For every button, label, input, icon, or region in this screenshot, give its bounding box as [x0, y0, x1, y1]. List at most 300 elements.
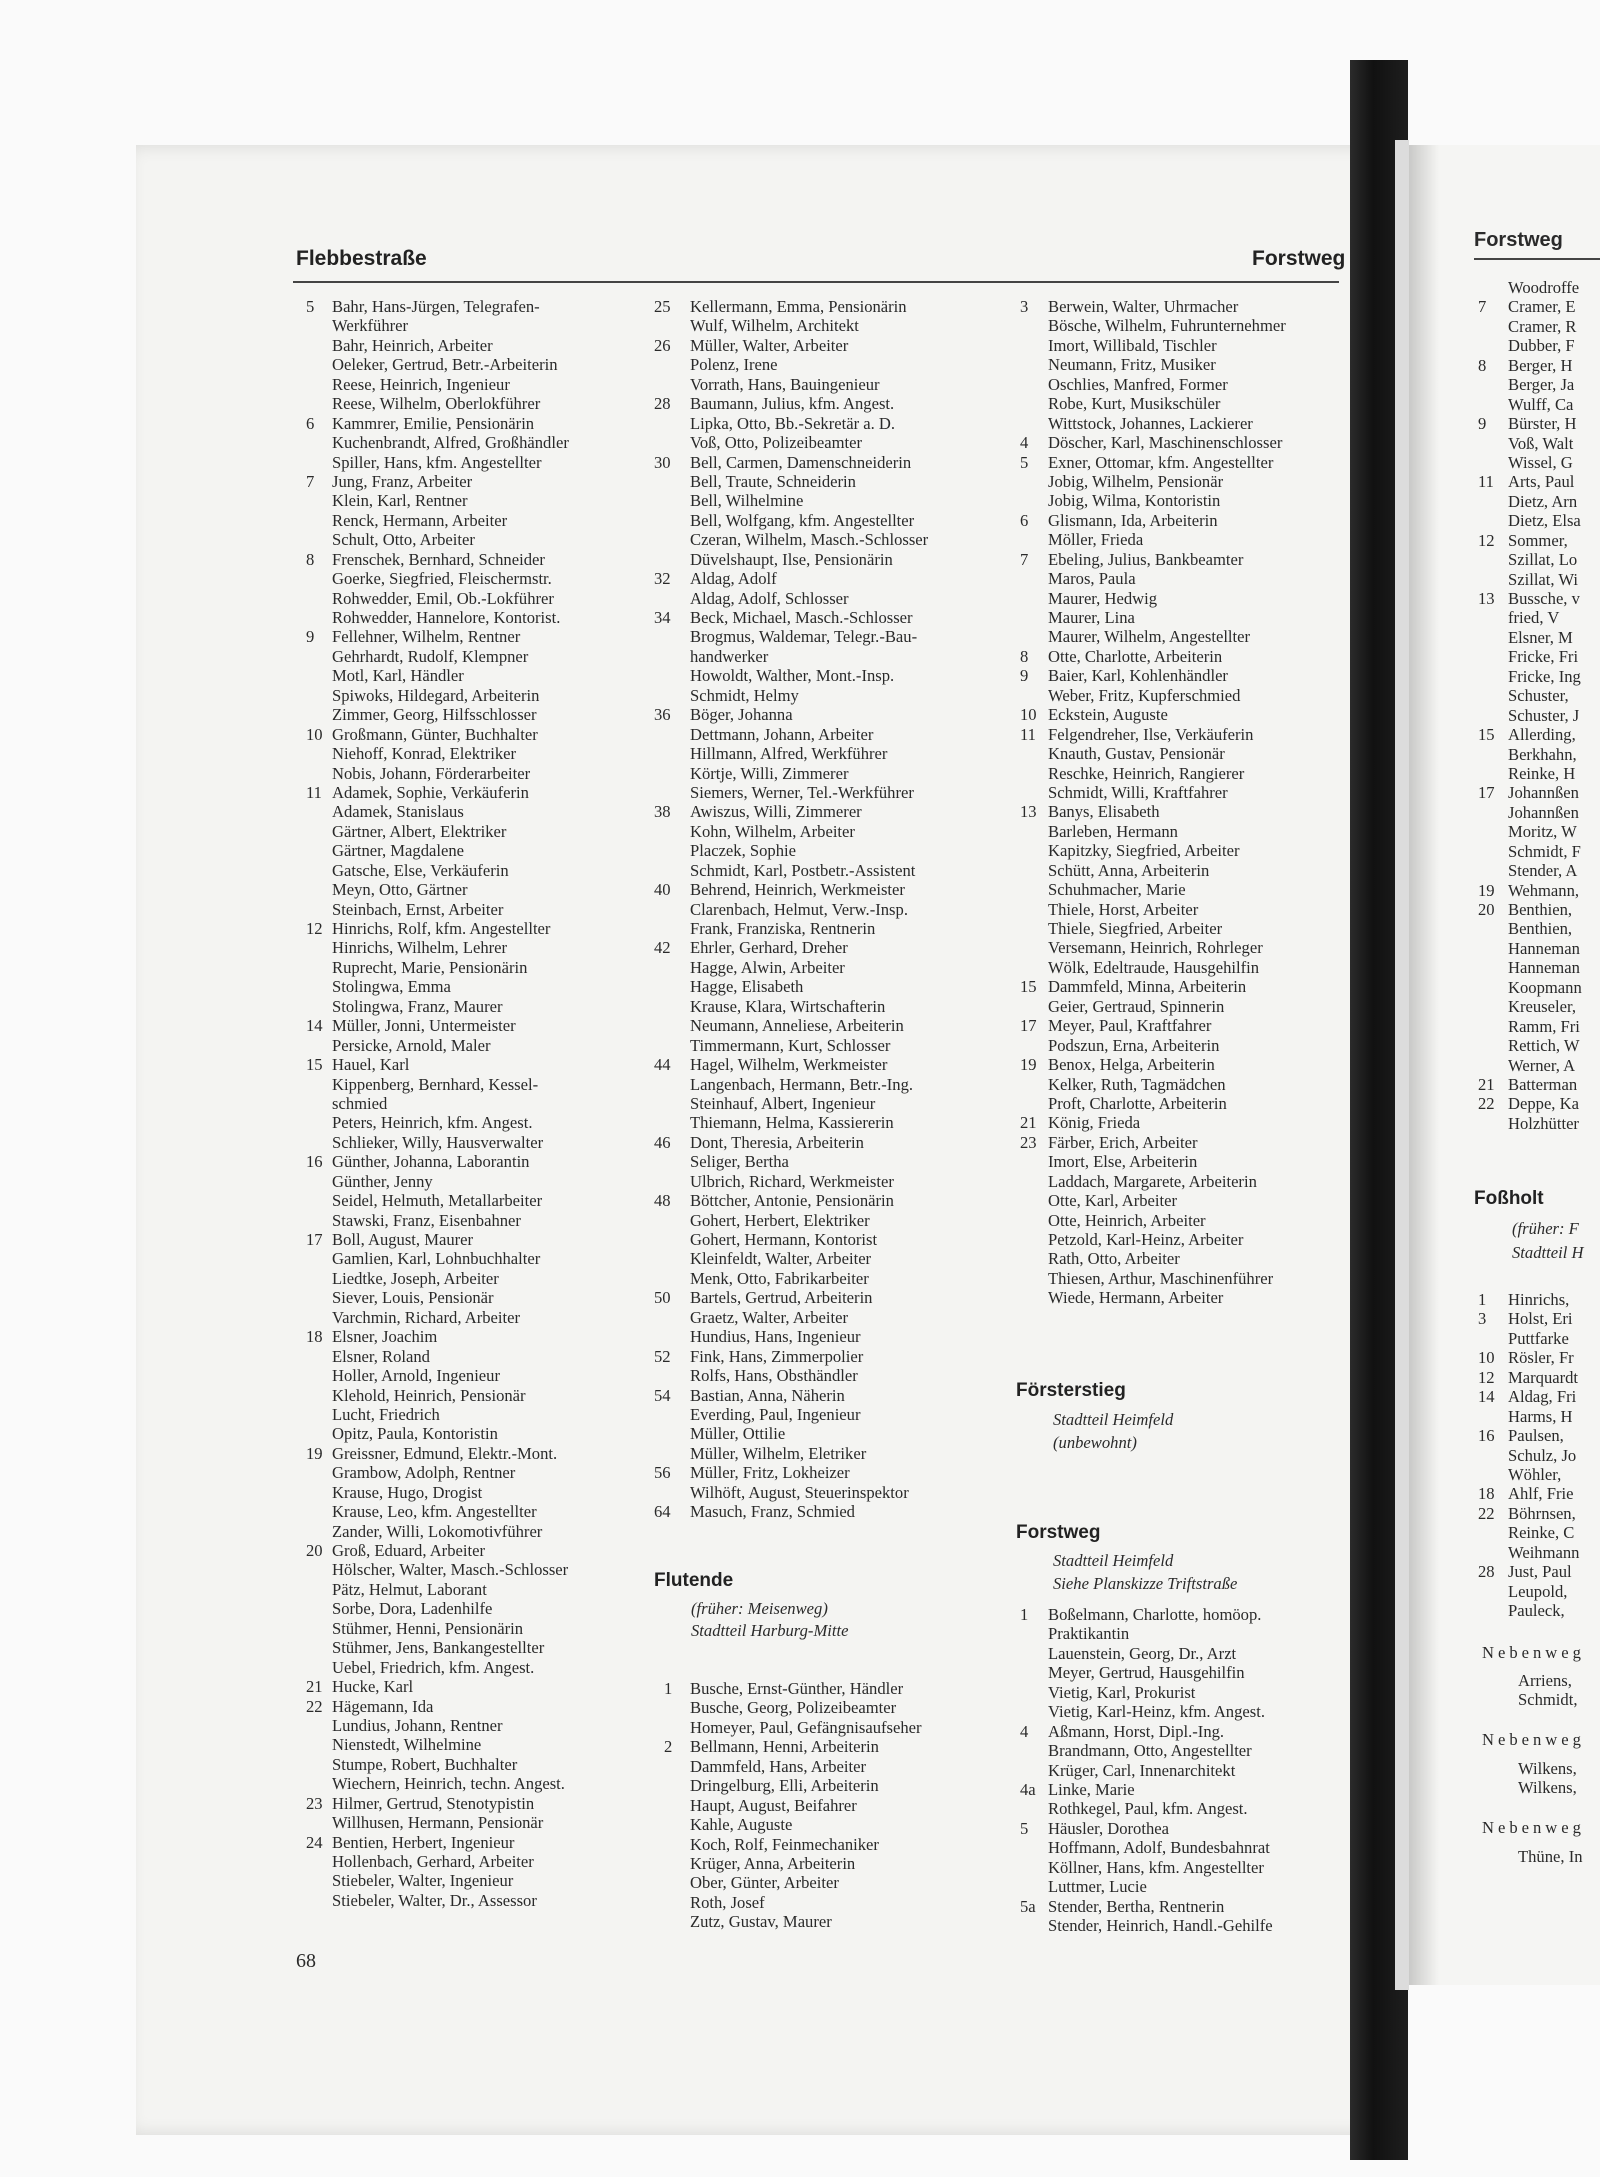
- resident-line: Wiechern, Heinrich, techn. Angest.: [332, 1774, 565, 1794]
- house-number: 20: [306, 1541, 323, 1560]
- resident-line: Köllner, Hans, kfm. Angestellter: [1048, 1857, 1264, 1877]
- resident-line: Stawski, Franz, Eisenbahner: [332, 1210, 521, 1230]
- directory-entry: [306, 1386, 636, 1405]
- directory-entry: [654, 841, 994, 860]
- resident-line: Reinke, C: [1508, 1523, 1575, 1543]
- house-number: 8: [1478, 355, 1487, 375]
- resident-line: Schütt, Anna, Arbeiterin: [1048, 860, 1210, 880]
- directory-entry: [1020, 1644, 1350, 1663]
- directory-entry: [654, 900, 994, 919]
- resident-line: Rothkegel, Paul, kfm. Angest.: [1048, 1799, 1248, 1819]
- directory-entry: [1478, 822, 1598, 841]
- house-number: 56: [654, 1463, 671, 1483]
- directory-entry: [1478, 414, 1598, 433]
- directory-entry: [306, 1113, 636, 1132]
- resident-line: Reese, Heinrich, Ingenieur: [332, 374, 510, 394]
- resident-line: Bastian, Anna, Näherin: [690, 1385, 845, 1405]
- resident-line: Kelker, Ruth, Tagmädchen: [1048, 1074, 1226, 1094]
- resident-line: Fricke, Fri: [1508, 647, 1579, 667]
- resident-line: Pätz, Helmut, Laborant: [332, 1579, 487, 1599]
- directory-entry: [1478, 1309, 1598, 1328]
- directory-entry: [1020, 511, 1350, 530]
- resident-line: Greissner, Edmund, Elektr.-Mont.: [332, 1443, 558, 1463]
- resident-line: Berkhahn,: [1508, 744, 1577, 764]
- house-number: 15: [306, 1055, 323, 1075]
- resident-line: Ober, Günter, Arbeiter: [690, 1873, 839, 1893]
- directory-entry: [306, 336, 636, 355]
- directory-entry: [306, 1619, 636, 1638]
- directory-entry: [664, 1776, 994, 1795]
- resident-line: Böger, Johanna: [690, 705, 793, 725]
- directory-entry: [1478, 317, 1598, 336]
- resident-line: Färber, Erich, Arbeiter: [1048, 1132, 1198, 1152]
- resident-line: Kohn, Wilhelm, Arbeiter: [690, 821, 855, 841]
- resident-line: handwerker: [690, 646, 769, 666]
- directory-entry: [1478, 356, 1598, 375]
- directory-entry: [1478, 1543, 1598, 1562]
- house-number: 54: [654, 1385, 671, 1405]
- directory-entry: [306, 647, 636, 666]
- resident-line: Cramer, R: [1508, 316, 1577, 336]
- resident-line: Bell, Wolfgang, kfm. Angestellter: [690, 510, 915, 530]
- resident-line: Imort, Willibald, Tischler: [1048, 335, 1217, 355]
- house-number: 36: [654, 705, 671, 725]
- directory-entry: [654, 1152, 994, 1171]
- directory-entry: [654, 725, 994, 744]
- section-note: Stadtteil Harburg-Mitte: [691, 1621, 849, 1640]
- resident-line: Kellermann, Emma, Pensionärin: [690, 297, 907, 316]
- directory-entry: [1020, 1780, 1350, 1799]
- resident-line: Dettmann, Johann, Arbeiter: [690, 724, 874, 744]
- directory-entry: [1020, 1191, 1350, 1210]
- directory-entry: [654, 491, 994, 510]
- resident-line: Jung, Franz, Arbeiter: [332, 471, 473, 491]
- resident-line: Wulf, Wilhelm, Architekt: [690, 316, 859, 336]
- house-number: 24: [306, 1832, 323, 1852]
- house-number: 13: [1478, 589, 1495, 608]
- resident-line: Dubber, F: [1508, 336, 1575, 356]
- resident-line: Brandmann, Otto, Angestellter: [1048, 1741, 1252, 1761]
- directory-entry: [306, 1794, 636, 1813]
- directory-entry: [306, 1444, 636, 1463]
- resident-line: Hagge, Elisabeth: [690, 977, 804, 997]
- directory-entry: [1478, 919, 1598, 938]
- directory-entry: [1020, 1075, 1350, 1094]
- directory-entry: [306, 1094, 636, 1113]
- resident-line: Frenschek, Bernhard, Schneider: [332, 549, 545, 569]
- directory-entry: [306, 1191, 636, 1210]
- resident-line: Weihmann: [1508, 1542, 1580, 1562]
- directory-entry: [306, 511, 636, 530]
- directory-entry: [654, 1133, 994, 1152]
- resident-line: Beck, Michael, Masch.-Schlosser: [690, 608, 913, 627]
- resident-line: Spiwoks, Hildegard, Arbeiterin: [332, 685, 540, 705]
- house-number: 28: [654, 394, 671, 414]
- resident-line: König, Frieda: [1048, 1113, 1141, 1133]
- resident-line: Bahr, Heinrich, Arbeiter: [332, 335, 493, 355]
- house-number: 11: [1020, 724, 1036, 744]
- resident-line: Elsner, Roland: [332, 1346, 430, 1366]
- resident-line: Hilmer, Gertrud, Stenotypistin: [332, 1793, 535, 1813]
- directory-entry: [306, 900, 636, 919]
- directory-entry: [1020, 1055, 1350, 1074]
- directory-entry: [1478, 1465, 1598, 1484]
- resident-line: Imort, Else, Arbeiterin: [1048, 1152, 1198, 1172]
- directory-entry: [306, 1813, 636, 1832]
- house-number: 4: [1020, 433, 1029, 453]
- resident-line: Linke, Marie: [1048, 1779, 1135, 1799]
- resident-line: Howoldt, Walther, Mont.-Insp.: [690, 666, 895, 686]
- resident-line: Vietig, Karl-Heinz, kfm. Angest.: [1048, 1702, 1265, 1722]
- house-number: 22: [1478, 1094, 1495, 1114]
- resident-line: Ebeling, Julius, Bankbeamter: [1048, 549, 1244, 569]
- directory-entry: [1020, 355, 1350, 374]
- directory-entry: [654, 589, 994, 608]
- directory-entry: [1478, 861, 1598, 880]
- resident-line: Bussche, v: [1508, 589, 1580, 608]
- house-number: 14: [1478, 1387, 1495, 1407]
- directory-entry: [306, 375, 636, 394]
- facing-line: Schmidt,: [1518, 1690, 1578, 1709]
- directory-entry: [1020, 1016, 1350, 1035]
- resident-line: Maurer, Wilhelm, Angestellter: [1048, 627, 1251, 647]
- directory-entry: [306, 880, 636, 899]
- directory-entry: [306, 608, 636, 627]
- directory-entry: [1020, 1799, 1350, 1818]
- resident-line: Vorrath, Hans, Bauingenieur: [690, 374, 880, 394]
- facing-subheading: Nebenweg: [1482, 1730, 1585, 1749]
- resident-line: Günther, Jenny: [332, 1171, 433, 1191]
- directory-entry: [1020, 822, 1350, 841]
- resident-line: Koch, Rolf, Feinmechaniker: [690, 1834, 879, 1854]
- directory-entry: [1478, 570, 1598, 589]
- resident-line: Möller, Frieda: [1048, 530, 1144, 550]
- resident-line: Hölscher, Walter, Masch.-Schlosser: [332, 1560, 569, 1580]
- directory-entry: [306, 1871, 636, 1890]
- directory-entry: [1478, 1348, 1598, 1367]
- directory-entry: [306, 1891, 636, 1910]
- directory-entry: [1020, 900, 1350, 919]
- directory-entry: [306, 394, 636, 413]
- resident-line: Baumann, Julius, kfm. Angest.: [690, 394, 895, 414]
- directory-entry: [1478, 764, 1598, 783]
- resident-line: Reinke, H: [1508, 763, 1576, 783]
- resident-line: Berwein, Walter, Uhrmacher: [1048, 297, 1239, 316]
- resident-line: Peters, Heinrich, kfm. Angest.: [332, 1113, 533, 1133]
- directory-entry: [654, 1308, 994, 1327]
- directory-entry: [306, 1833, 636, 1852]
- resident-line: Deppe, Ka: [1508, 1094, 1579, 1114]
- directory-entry: [306, 841, 636, 860]
- resident-line: Petzold, Karl-Heinz, Arbeiter: [1048, 1230, 1244, 1249]
- resident-line: Lundius, Johann, Rentner: [332, 1715, 503, 1735]
- directory-entry: [1020, 1113, 1350, 1132]
- resident-line: Weber, Fritz, Kupferschmied: [1048, 685, 1241, 705]
- house-number: 19: [1020, 1055, 1037, 1075]
- resident-line: Thiesen, Arthur, Maschinenführer: [1048, 1268, 1274, 1288]
- directory-entry: [664, 1737, 994, 1756]
- running-head-right: Forstweg: [1252, 247, 1346, 270]
- resident-line: Siemers, Werner, Tel.-Werkführer: [690, 782, 914, 802]
- directory-entry: [1478, 608, 1598, 627]
- directory-entry: [306, 1288, 636, 1307]
- resident-line: Otte, Charlotte, Arbeiterin: [1048, 646, 1223, 666]
- resident-line: Harms, H: [1508, 1406, 1573, 1426]
- directory-entry: [306, 764, 636, 783]
- resident-line: Zander, Willi, Lokomotivführer: [332, 1521, 543, 1541]
- resident-line: Meyer, Gertrud, Hausgehilfin: [1048, 1663, 1245, 1683]
- house-number: 19: [306, 1443, 323, 1463]
- directory-entry: [306, 938, 636, 957]
- directory-entry: [654, 511, 994, 530]
- house-number: 34: [654, 608, 671, 627]
- resident-line: Siever, Louis, Pensionär: [332, 1288, 494, 1308]
- directory-entry: [654, 414, 994, 433]
- directory-entry: [1478, 336, 1598, 355]
- directory-entry: [306, 822, 636, 841]
- resident-line: Bentien, Herbert, Ingenieur: [332, 1832, 515, 1852]
- resident-line: Bürster, H: [1508, 414, 1577, 434]
- house-number: 5: [306, 297, 315, 316]
- resident-line: Otte, Heinrich, Arbeiter: [1048, 1210, 1206, 1230]
- directory-entry: [654, 569, 994, 588]
- directory-entry: [654, 1483, 994, 1502]
- resident-line: Willhusen, Hermann, Pensionär: [332, 1813, 544, 1833]
- resident-line: Allerding,: [1508, 725, 1576, 745]
- resident-line: Glismann, Ida, Arbeiterin: [1048, 510, 1218, 530]
- resident-line: Schuster, J: [1508, 705, 1580, 725]
- directory-entry: [1478, 1094, 1598, 1113]
- resident-line: Voß, Walt: [1508, 433, 1574, 453]
- directory-entry: [1478, 706, 1598, 725]
- directory-entry: [1020, 472, 1350, 491]
- resident-line: Moritz, W: [1508, 822, 1577, 842]
- directory-entry: [654, 472, 994, 491]
- house-number: 6: [1020, 510, 1029, 530]
- resident-line: Vietig, Karl, Prokurist: [1048, 1682, 1196, 1702]
- resident-line: Thiemann, Helma, Kassiererin: [690, 1113, 894, 1133]
- resident-line: Maurer, Hedwig: [1048, 588, 1158, 608]
- directory-entry: [306, 1522, 636, 1541]
- directory-entry: [1478, 1075, 1598, 1094]
- house-number: 7: [1478, 297, 1487, 317]
- facing-line: Wilkens,: [1518, 1759, 1577, 1778]
- resident-line: Stender, Bertha, Rentnerin: [1048, 1896, 1225, 1916]
- house-number: 5a: [1020, 1896, 1036, 1916]
- directory-entry: [664, 1893, 994, 1912]
- directory-entry: [306, 1308, 636, 1327]
- resident-line: Ehrler, Gerhard, Dreher: [690, 938, 848, 958]
- resident-line: Fellehner, Wilhelm, Rentner: [332, 627, 521, 647]
- resident-line: Felgendreher, Ilse, Verkäuferin: [1048, 724, 1254, 744]
- directory-entry: [654, 783, 994, 802]
- house-number: 9: [306, 627, 315, 647]
- directory-entry: [1020, 1819, 1350, 1838]
- directory-entry: [654, 1191, 994, 1210]
- directory-entry: [1020, 1838, 1350, 1857]
- house-number: 46: [654, 1132, 671, 1152]
- resident-line: Seidel, Helmuth, Metallarbeiter: [332, 1191, 543, 1211]
- resident-line: Krüger, Anna, Arbeiterin: [690, 1853, 856, 1873]
- house-number: 18: [1478, 1484, 1495, 1504]
- resident-line: Stender, A: [1508, 861, 1578, 881]
- resident-line: Wehmann,: [1508, 880, 1580, 900]
- resident-line: Thiele, Horst, Arbeiter: [1048, 899, 1199, 919]
- directory-entry: [306, 472, 636, 491]
- house-number: 3: [1478, 1309, 1487, 1329]
- resident-line: Rösler, Fr: [1508, 1348, 1574, 1368]
- resident-line: Pauleck,: [1508, 1601, 1565, 1620]
- resident-line: Elsner, Joachim: [332, 1327, 438, 1347]
- resident-line: Müller, Fritz, Lokheizer: [690, 1463, 850, 1483]
- resident-line: Kippenberg, Bernhard, Kessel-: [332, 1074, 539, 1094]
- directory-entry: [306, 919, 636, 938]
- resident-line: Sommer,: [1508, 530, 1568, 550]
- directory-entry: [306, 1735, 636, 1754]
- directory-entry: [1020, 316, 1350, 335]
- house-number: 15: [1478, 725, 1495, 745]
- house-number: 17: [1020, 1016, 1037, 1036]
- directory-entry: [306, 1152, 636, 1171]
- resident-line: Puttfarke: [1508, 1328, 1569, 1348]
- directory-entry: [1020, 569, 1350, 588]
- directory-entry: [1020, 802, 1350, 821]
- house-number: 12: [306, 919, 323, 938]
- directory-entry: [654, 453, 994, 472]
- resident-line: Hauel, Karl: [332, 1055, 410, 1075]
- directory-entry: [654, 530, 994, 549]
- directory-entry: [1020, 1288, 1350, 1307]
- resident-line: Wöhler,: [1508, 1464, 1562, 1484]
- resident-line: Otte, Karl, Arbeiter: [1048, 1191, 1178, 1211]
- directory-entry: [1020, 1877, 1350, 1896]
- resident-line: Frank, Franziska, Rentnerin: [690, 919, 876, 938]
- directory-entry: [1478, 278, 1598, 297]
- resident-line: Schmidt, Karl, Postbetr.-Assistent: [690, 860, 916, 880]
- resident-line: Böttcher, Antonie, Pensionärin: [690, 1191, 894, 1211]
- resident-line: Stühmer, Jens, Bankangestellter: [332, 1638, 545, 1658]
- house-number: 22: [306, 1696, 323, 1716]
- resident-line: Neumann, Fritz, Musiker: [1048, 355, 1216, 375]
- resident-line: Hucke, Karl: [332, 1677, 414, 1697]
- resident-line: Zutz, Gustav, Maurer: [690, 1912, 832, 1932]
- house-number: 3: [1020, 297, 1029, 316]
- directory-entry: [1020, 725, 1350, 744]
- directory-entry: [1478, 1387, 1598, 1406]
- directory-entry: [306, 1269, 636, 1288]
- house-number: 48: [654, 1191, 671, 1211]
- resident-line: Gatsche, Else, Verkäuferin: [332, 860, 509, 880]
- facing-page-shadow: [1409, 145, 1439, 1985]
- directory-entry: [1478, 881, 1598, 900]
- directory-entry: [654, 1444, 994, 1463]
- house-number: 12: [1478, 1367, 1495, 1387]
- facing-line: Wilkens,: [1518, 1778, 1577, 1797]
- resident-line: Schmidt, F: [1508, 841, 1581, 861]
- resident-line: Häusler, Dorothea: [1048, 1818, 1169, 1838]
- directory-entry: [306, 1230, 636, 1249]
- directory-entry: [1020, 1683, 1350, 1702]
- house-number: 7: [306, 471, 315, 491]
- directory-entry: [1020, 1036, 1350, 1055]
- resident-line: Neumann, Anneliese, Arbeiterin: [690, 1016, 904, 1036]
- house-number: 52: [654, 1346, 671, 1366]
- directory-entry: [654, 1366, 994, 1385]
- resident-line: Gohert, Herbert, Elektriker: [690, 1210, 870, 1230]
- resident-line: Maros, Paula: [1048, 569, 1136, 589]
- directory-entry: [1478, 1504, 1598, 1523]
- house-number: 18: [306, 1327, 323, 1347]
- resident-line: Placzek, Sophie: [690, 841, 796, 861]
- resident-line: Behrend, Heinrich, Werkmeister: [690, 880, 905, 900]
- resident-line: Krause, Hugo, Drogist: [332, 1482, 483, 1502]
- directory-entry: [1020, 433, 1350, 452]
- directory-entry: [1020, 1269, 1350, 1288]
- resident-line: Böhrnsen,: [1508, 1503, 1576, 1523]
- house-number: 8: [1020, 646, 1029, 666]
- resident-line: Masuch, Franz, Schmied: [690, 1502, 855, 1522]
- resident-line: Hillmann, Alfred, Werkführer: [690, 744, 888, 764]
- directory-entry: [654, 336, 994, 355]
- resident-line: Kahle, Auguste: [690, 1815, 793, 1835]
- directory-entry: [654, 433, 994, 452]
- resident-line: Werner, A: [1508, 1055, 1576, 1075]
- section-note: Stadtteil H: [1512, 1243, 1584, 1262]
- resident-line: Woodroffe: [1508, 278, 1580, 297]
- resident-line: Knauth, Gustav, Pensionär: [1048, 744, 1225, 764]
- directory-entry: [306, 1463, 636, 1482]
- resident-line: Hanneman: [1508, 958, 1580, 978]
- directory-entry: [1478, 492, 1598, 511]
- directory-entry: [1020, 1702, 1350, 1721]
- resident-line: Renck, Hermann, Arbeiter: [332, 510, 508, 530]
- directory-entry: [306, 1366, 636, 1385]
- directory-entry: [306, 977, 636, 996]
- resident-line: Spiller, Hans, kfm. Angestellter: [332, 452, 542, 472]
- resident-line: Wiede, Hermann, Arbeiter: [1048, 1288, 1224, 1308]
- directory-entry: [664, 1912, 994, 1931]
- directory-entry: [306, 861, 636, 880]
- resident-line: Paulsen,: [1508, 1426, 1564, 1446]
- resident-line: Klehold, Heinrich, Pensionär: [332, 1385, 526, 1405]
- directory-entry: [306, 744, 636, 763]
- house-number: 19: [1478, 880, 1495, 900]
- house-number: 13: [1020, 802, 1037, 822]
- resident-line: Gärtner, Albert, Elektriker: [332, 821, 507, 841]
- resident-line: Bösche, Wilhelm, Fuhrunternehmer: [1048, 316, 1286, 336]
- directory-entry: [306, 316, 636, 335]
- directory-entry: [654, 1386, 994, 1405]
- directory-entry: [1020, 1152, 1350, 1171]
- resident-line: Everding, Paul, Ingenieur: [690, 1404, 861, 1424]
- resident-line: Langenbach, Hermann, Betr.-Ing.: [690, 1074, 914, 1094]
- directory-entry: [306, 783, 636, 802]
- resident-line: Schuhmacher, Marie: [1048, 880, 1186, 900]
- resident-line: Müller, Wilhelm, Eletriker: [690, 1443, 867, 1463]
- resident-line: Berger, H: [1508, 355, 1573, 375]
- directory-entry: [654, 1502, 994, 1521]
- house-number: 22: [1478, 1503, 1495, 1523]
- house-number: 32: [654, 569, 671, 589]
- resident-line: Bartels, Gertrud, Arbeiterin: [690, 1288, 873, 1308]
- binding-gap: [1395, 140, 1409, 1990]
- resident-line: Meyn, Otto, Gärtner: [332, 880, 468, 900]
- resident-line: Bellmann, Henni, Arbeiterin: [690, 1737, 879, 1757]
- resident-line: Dammfeld, Minna, Arbeiterin: [1048, 977, 1247, 997]
- resident-line: Holzhütter: [1508, 1113, 1579, 1133]
- directory-entry: [654, 1113, 994, 1132]
- section-title-foersterstieg: Försterstieg: [1016, 1380, 1126, 1401]
